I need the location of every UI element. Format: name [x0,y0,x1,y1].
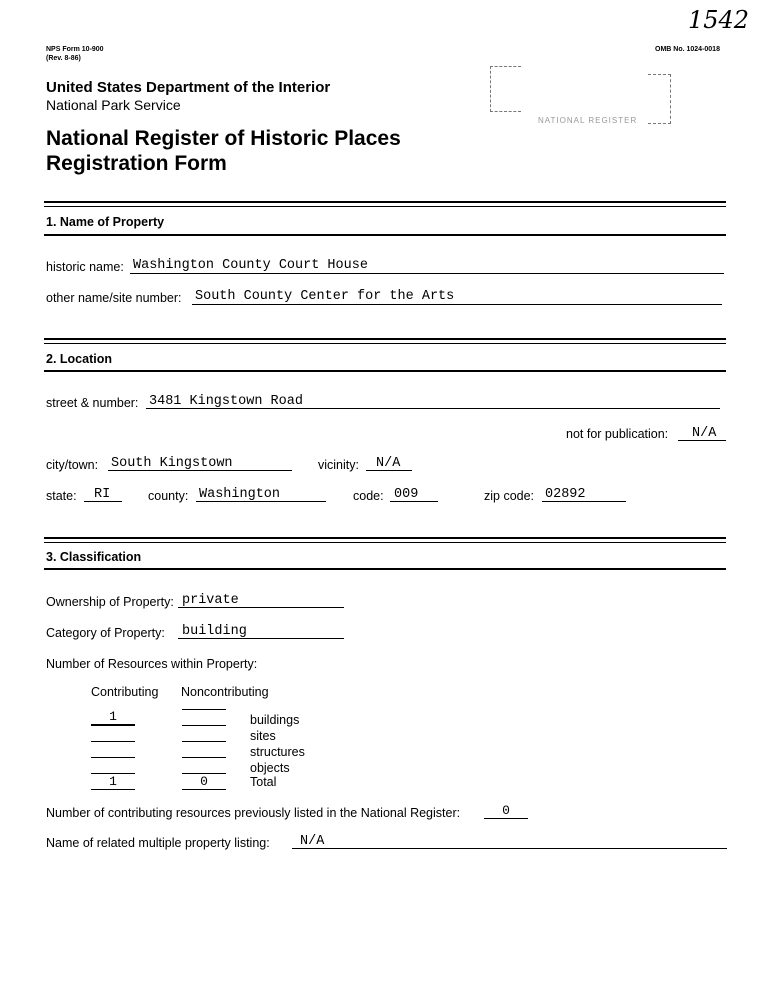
historic-name-value[interactable]: Washington County Court House [133,258,368,273]
handwritten-page-number: 1542 [688,6,750,34]
contributing-cell[interactable] [91,725,135,726]
multiple-listing-value[interactable]: N/A [300,834,325,849]
section1-top-rule [44,201,726,203]
noncontributing-total-cell[interactable]: 0 [182,773,226,790]
state-underline [84,501,122,502]
other-name-underline [192,304,722,305]
county-label: county: [148,489,189,503]
section1-top-rule-2 [44,206,726,207]
historic-name-underline [130,273,724,274]
resource-row-label: structures [250,745,305,759]
noncontributing-column-header: Noncontributing [181,685,269,699]
resources-label: Number of Resources within Property: [46,657,258,671]
form-subtitle: Registration Form [46,152,227,175]
section1-bottom-rule [44,234,726,236]
contributing-cell[interactable] [91,741,135,742]
county-value[interactable]: Washington [199,487,281,502]
historic-name-label: historic name: [46,260,124,274]
city-value[interactable]: South Kingstown [111,456,233,471]
ownership-value[interactable]: private [182,593,239,608]
other-name-value[interactable]: South County Center for the Arts [195,289,455,304]
ownership-underline [178,607,344,608]
ownership-label: Ownership of Property: [46,595,174,609]
zip-value[interactable]: 02892 [545,487,586,502]
previously-listed-value[interactable]: 0 [484,803,528,819]
department-name: United States Department of the Interior [46,79,331,96]
previously-listed-label: Number of contributing resources previously listed in the National Register: [46,806,461,820]
received-stamp [490,62,680,142]
resource-row-label: sites [250,729,276,743]
vicinity-value[interactable]: N/A [376,456,401,471]
section1-heading: 1. Name of Property [46,215,165,229]
stamp-right-bracket [648,74,671,124]
noncontributing-cell[interactable] [182,757,226,758]
form-title: National Register of Historic Places [46,127,401,150]
category-underline [178,638,344,639]
section3-heading: 3. Classification [46,550,142,564]
contributing-total-cell[interactable]: 1 [91,773,135,790]
resource-row-label: objects [250,761,290,775]
form-revision: (Rev. 8-86) [46,55,81,62]
section3-bottom-rule [44,568,726,570]
section2-bottom-rule [44,370,726,372]
section2-top-rule [44,338,726,340]
resource-row-label: Total [250,775,277,789]
vicinity-label: vicinity: [318,458,359,472]
stamp-text: NATIONAL REGISTER [538,116,638,125]
section2-top-rule-2 [44,343,726,344]
not-for-publication-underline [678,440,726,441]
service-name: National Park Service [46,97,181,113]
section2-heading: 2. Location [46,352,112,366]
contributing-cell[interactable] [91,757,135,758]
city-label: city/town: [46,458,99,472]
not-for-publication-label: not for publication: [566,427,669,441]
state-label: state: [46,489,77,503]
zip-label: zip code: [484,489,535,503]
section3-top-rule-2 [44,542,726,543]
category-label: Category of Property: [46,626,165,640]
other-name-label: other name/site number: [46,291,182,305]
resource-row-label: buildings [250,713,300,727]
multiple-listing-underline [292,848,727,849]
omb-number: OMB No. 1024-0018 [655,46,720,53]
street-underline [146,408,720,409]
code-label: code: [353,489,384,503]
contributing-cell[interactable]: 1 [91,709,135,725]
multiple-listing-label: Name of related multiple property listing: [46,836,270,850]
street-label: street & number: [46,396,139,410]
vicinity-underline [366,470,412,471]
stamp-left-bracket [490,66,521,112]
zip-underline [542,501,626,502]
category-value[interactable]: building [182,624,247,639]
contributing-column-header: Contributing [91,685,159,699]
county-underline [196,501,326,502]
state-value[interactable]: RI [94,487,111,502]
code-underline [390,501,438,502]
noncontributing-cell[interactable] [182,709,226,710]
not-for-publication-value[interactable]: N/A [692,426,717,441]
form-number: NPS Form 10-900 [46,46,104,53]
city-underline [108,470,292,471]
street-value[interactable]: 3481 Kingstown Road [149,394,303,409]
section3-top-rule [44,537,726,539]
noncontributing-cell[interactable] [182,725,226,726]
code-value[interactable]: 009 [394,487,419,502]
noncontributing-cell[interactable] [182,741,226,742]
